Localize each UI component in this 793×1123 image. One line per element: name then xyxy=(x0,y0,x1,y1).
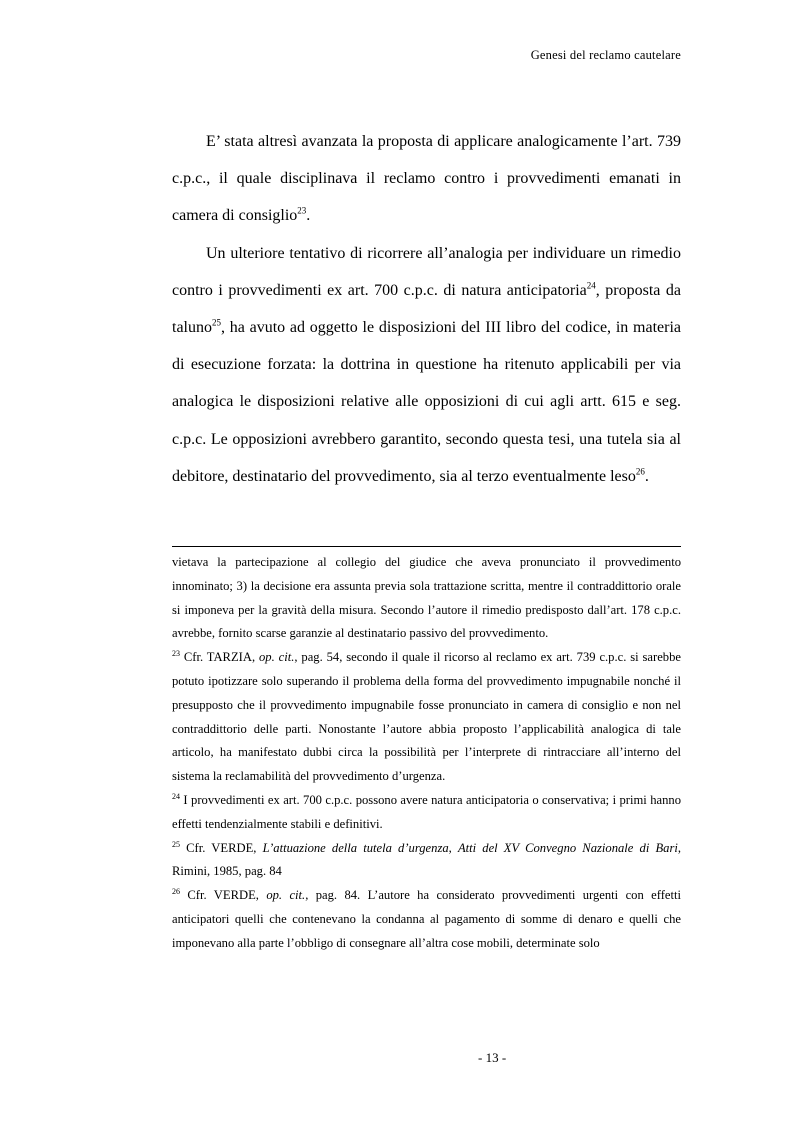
paragraph-1-end: . xyxy=(306,207,311,225)
page-number: - 13 - xyxy=(478,1050,507,1065)
footnote-ref-24[interactable]: 24 xyxy=(586,280,596,291)
footnote-ref-23[interactable]: 23 xyxy=(297,206,307,217)
footnote-ref-25[interactable]: 25 xyxy=(212,317,221,328)
footnote-26 xyxy=(172,884,681,955)
footnote-23-italic: op. cit. xyxy=(258,650,295,665)
footnote-26-number: 26 xyxy=(172,886,180,896)
body-text xyxy=(172,123,681,495)
footnote-25 xyxy=(172,837,681,885)
footnote-25-italic-2: Atti del XV Convegno Nazionale di Bari xyxy=(457,840,678,855)
footnote-26-text-b: , pag. 84. L’autore ha considerato provvedimenti urgenti con effetti anticipatori quelli che contenevano la condanna al pagamento di somme di denaro e quelli che imponevano alla parte l’obbligo di consegnare all’altra cose mobili, determinate solo xyxy=(172,888,681,950)
paragraph-2-text-1: Un ulteriore tentativo di ricorrere all’analogia per individuare un rimedio contro i provvedimenti ex art. 700 c.p.c. di natura anticipatoria xyxy=(172,244,681,299)
paragraph-1-text: E’ stata altresì avanzata la proposta di applicare analogicamente l’art. 739 c.p.c., il quale disciplinava il reclamo contro i provvedimenti emanati in camera di consiglio xyxy=(172,133,681,225)
paragraph-2-text-3: , ha avuto ad oggetto le disposizioni del III libro del codice, in materia di esecuzione forzata: la dottrina in questione ha ritenuto applicabili per via analogica le disposizioni relative alle opposizioni di cui agli artt. 615 e seg. c.p.c. Le opposizioni avrebbero garantito, secondo questa tesi, una tutela sia al debitore, destinatario del provvedimento, sia al terzo eventualmente leso xyxy=(172,319,681,485)
paragraph-2 xyxy=(172,235,681,495)
footnote-23-number: 23 xyxy=(172,649,180,658)
footnote-23-text-b: , pag. 54, secondo il quale il ricorso al reclamo ex art. 739 c.p.c. si sarebbe potuto ipotizzare solo superando il problema della forma del provvedimento impugnabile nonché il presupposto che il provvedimento impugnabile fosse pronunciato in camera di consiglio e non nel contraddittorio delle parti. Nonostante l’autore abbia proposto l’applicabilità analogica di tale articolo, ha manifestato dubbi circa la possibilità per l’interprete di rintracciare all’interno del sistema la reclamabilità del provvedimento d’urgenza. xyxy=(172,650,681,784)
footnotes xyxy=(172,551,681,956)
paragraph-2-end: . xyxy=(644,467,649,485)
footnote-24-text: I provvedimenti ex art. 700 c.p.c. possono avere natura anticipatoria o conservativa; i primi hanno effetti tendenzialmente stabili e definitivi. xyxy=(172,792,681,831)
footnote-ref-26[interactable]: 26 xyxy=(635,466,645,477)
footnote-25-text-c: , Rimini, 1985, pag. 84 xyxy=(172,840,682,879)
footnote-26-italic: op. cit. xyxy=(266,888,306,903)
footnote-25-text-a: Cfr. VERDE, xyxy=(180,840,263,855)
footnote-separator xyxy=(172,546,681,547)
paragraph-1 xyxy=(172,123,681,235)
footnote-25-text-b: , xyxy=(448,840,458,855)
footnote-23-text-a: Cfr. TARZIA, xyxy=(180,650,259,665)
footnote-26-text-a: Cfr. VERDE, xyxy=(180,888,267,903)
footnote-25-italic-1: L’attuazione della tutela d’urgenza xyxy=(262,840,449,855)
footnote-24-number: 24 xyxy=(172,791,180,801)
running-header: Genesi del reclamo cautelare xyxy=(530,48,681,62)
paragraph-2-text-2: , proposta da taluno xyxy=(172,281,682,337)
footnote-24 xyxy=(172,789,681,837)
footnote-25-number: 25 xyxy=(172,839,180,849)
footnote-23 xyxy=(172,646,681,789)
footnote-continued: vietava la partecipazione al collegio del giudice che aveva pronunciato il provvedimento innominato; 3) la decisione era assunta previa sola trattazione scritta, mentre il contraddittorio orale si imponeva per la gravità della misura. Secondo l’autore il rimedio predisposto dall’art. 178 c.p.c. avrebbe, fornito scarse garanzie al destinatario passivo del provvedimento. xyxy=(172,555,681,641)
